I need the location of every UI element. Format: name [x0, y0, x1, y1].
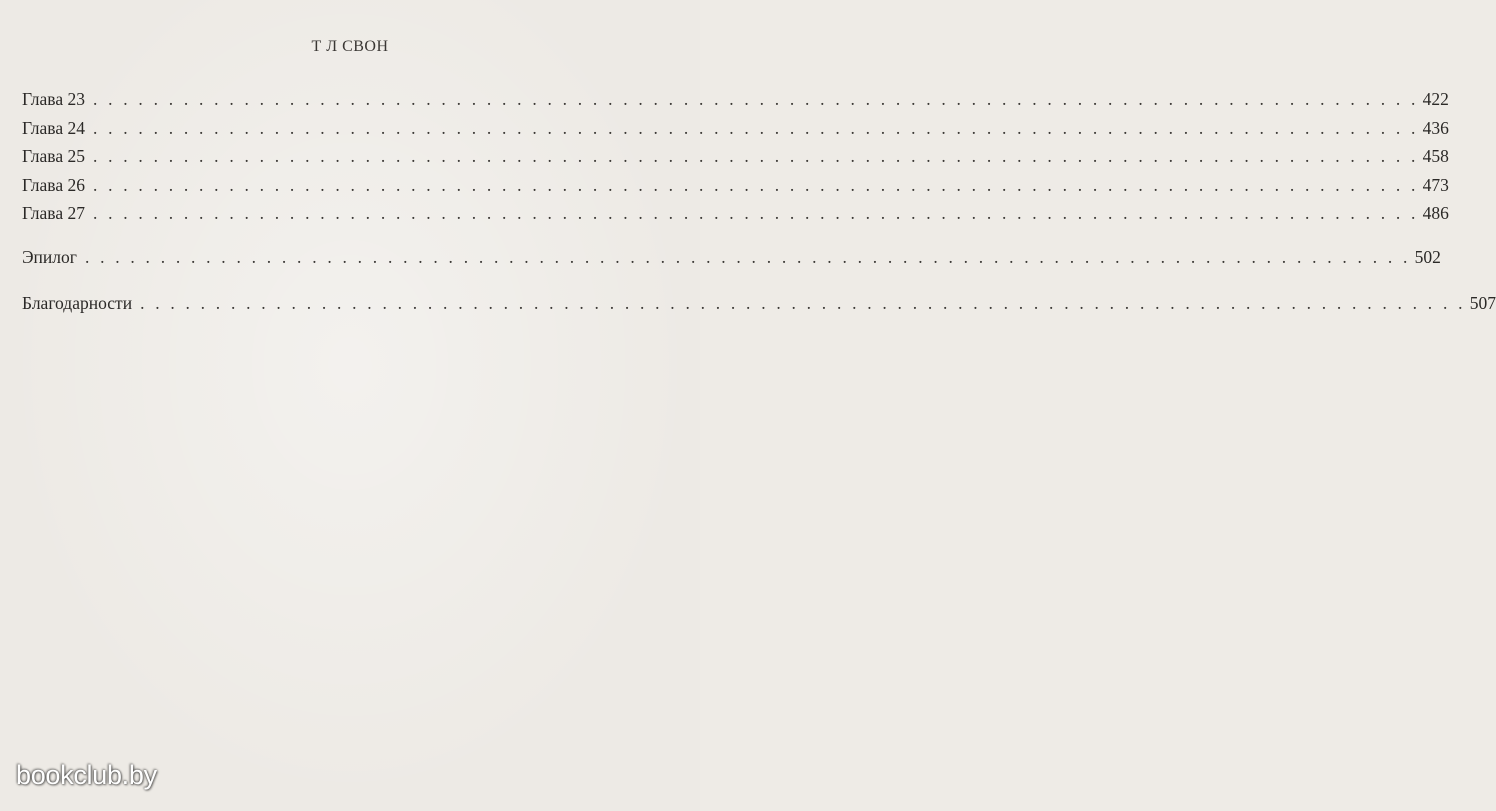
toc-entry-page: 486 [1422, 203, 1449, 223]
toc-entry-chapter-23 [22, 88, 1449, 110]
toc-leader-dots: . . . . . . . . . . . . . . . . . . . . . . . . . . . . . . . . . . . . . . . . . . . . . . . . . . . . . . . . . . . . . . . . . . . . . . . . . . . . . . . . . . . . . . . . [92, 118, 1419, 138]
toc-leader-dots: . . . . . . . . . . . . . . . . . . . . . . . . . . . . . . . . . . . . . . . . . . . . . . . . . . . . . . . . . . . . . . . . . . . . . . . . . . . . . . . . . . . . . . . . [140, 293, 1466, 313]
toc-entry-chapter-26 [22, 174, 1449, 196]
toc-entry-page: 436 [1422, 118, 1449, 138]
toc-entry-label: Глава 24 [22, 118, 85, 138]
toc-entry-chapter-27 [22, 202, 1449, 224]
toc-entry-chapter-24 [22, 117, 1449, 139]
toc-leader-dots: . . . . . . . . . . . . . . . . . . . . . . . . . . . . . . . . . . . . . . . . . . . . . . . . . . . . . . . . . . . . . . . . . . . . . . . . . . . . . . . . . . . . . . . . [92, 203, 1419, 223]
toc-entry-page: 473 [1422, 175, 1449, 195]
toc-leader-dots: . . . . . . . . . . . . . . . . . . . . . . . . . . . . . . . . . . . . . . . . . . . . . . . . . . . . . . . . . . . . . . . . . . . . . . . . . . . . . . . . . . . . . . . . [92, 175, 1419, 195]
toc-entry-page: 422 [1422, 89, 1449, 109]
toc-entry-label: Глава 23 [22, 89, 85, 109]
toc-leader-dots: . . . . . . . . . . . . . . . . . . . . . . . . . . . . . . . . . . . . . . . . . . . . . . . . . . . . . . . . . . . . . . . . . . . . . . . . . . . . . . . . . . . . . . . . [92, 146, 1419, 166]
toc-entry-label: Глава 25 [22, 146, 85, 166]
toc-entry-acknowledgements [22, 292, 1496, 314]
toc-entry-label: Глава 26 [22, 175, 85, 195]
toc-entry-label: Эпилог [22, 247, 77, 267]
toc-leader-dots: . . . . . . . . . . . . . . . . . . . . . . . . . . . . . . . . . . . . . . . . . . . . . . . . . . . . . . . . . . . . . . . . . . . . . . . . . . . . . . . . . . . . . . . . [92, 89, 1419, 109]
site-watermark: bookclub.by [16, 760, 157, 790]
toc-entry-epilogue [22, 246, 1441, 268]
toc-entry-label: Благодарности [22, 293, 133, 313]
toc-entry-page: 507 [1469, 293, 1496, 313]
toc-entry-page: 458 [1422, 146, 1449, 166]
toc-leader-dots: . . . . . . . . . . . . . . . . . . . . . . . . . . . . . . . . . . . . . . . . . . . . . . . . . . . . . . . . . . . . . . . . . . . . . . . . . . . . . . . . . . . . . . . . [84, 247, 1411, 267]
toc-entry-label: Глава 27 [22, 203, 85, 223]
toc-entry-chapter-25 [22, 145, 1449, 167]
running-head: Т Л СВОН [311, 38, 389, 55]
toc-entry-page: 502 [1414, 247, 1441, 267]
